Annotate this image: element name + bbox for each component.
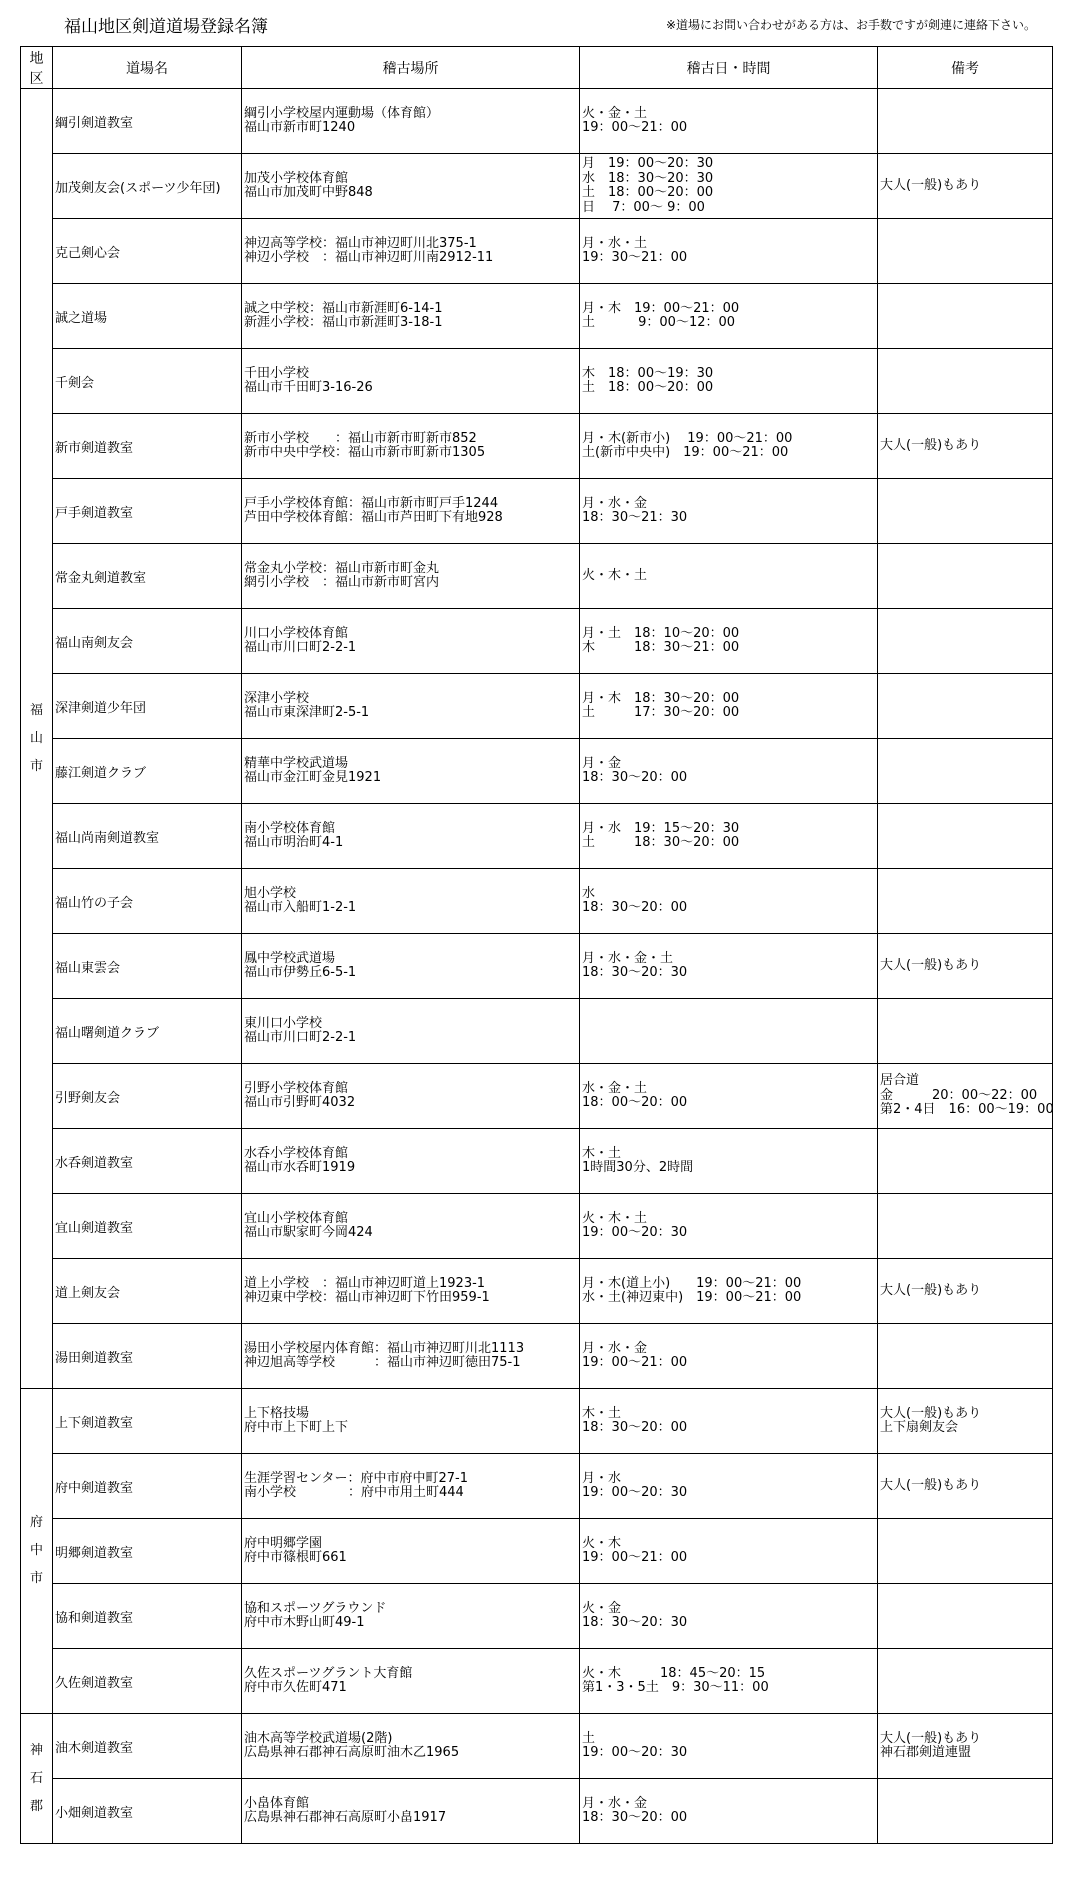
practice-place-cell (242, 1064, 580, 1129)
region-char: 山 (29, 730, 43, 746)
practice-place-cell (242, 1389, 580, 1454)
practice-place-cell (242, 804, 580, 869)
place-line: 神辺小学校 ：福山市神辺町川南2912-11 (244, 250, 494, 265)
place-line: 上下格技場 (244, 1405, 310, 1421)
schedule-line: 土 18：00～20：00 (582, 380, 714, 395)
practice-place-cell (242, 284, 580, 349)
schedule-line: 第1・3・5土 9：30～11：00 (582, 1680, 769, 1695)
region-name (23, 1737, 50, 1821)
contact-note: ※道場にお問い合わせがある方は、お手数ですが剣連に連絡下さい。 (665, 18, 1036, 32)
practice-place-cell (242, 1714, 580, 1779)
dojo-name-cell: 福山曙剣道クラブ (53, 999, 242, 1064)
remarks-cell (878, 1064, 1053, 1129)
place-line: 誠之中学校：福山市新涯町6-14-1 (244, 300, 443, 316)
remarks-cell (878, 544, 1053, 609)
schedule-line: 火・金 (582, 1600, 622, 1616)
place-line: 小畠体育館 (244, 1795, 310, 1811)
practice-schedule-cell (580, 1714, 878, 1779)
table-row (21, 1584, 1053, 1649)
schedule-line: 18：30～20：00 (582, 1420, 688, 1435)
schedule-line: 1時間30分、2時間 (582, 1160, 694, 1175)
dojo-name-cell: 誠之道場 (53, 284, 242, 349)
remarks-line: 第2・4日 16：00～19：00 (880, 1102, 1054, 1118)
place-line: 府中市上下町上下 (244, 1420, 349, 1435)
table-row (21, 414, 1053, 479)
schedule-line: 18：30～20：30 (582, 1615, 688, 1630)
dojo-name-cell: 綱引剣道教室 (53, 89, 242, 154)
practice-place-cell (242, 1194, 580, 1259)
schedule-line: 月 19：00～20：30 (582, 156, 714, 171)
place-line: 福山市水呑町1919 (244, 1160, 356, 1175)
schedule-line: 木 18：30～21：00 (582, 640, 740, 655)
table-row (21, 1324, 1053, 1389)
place-line: 網引小学校 ：福山市新市町宮内 (244, 575, 440, 590)
remarks-line: 神石郡剣道連盟 (880, 1745, 972, 1760)
schedule-line: 火・木・土 (582, 567, 648, 583)
dojo-name-cell: 久佐剣道教室 (53, 1649, 242, 1714)
practice-place-cell (242, 219, 580, 284)
dojo-name-cell: 福山尚南剣道教室 (53, 804, 242, 869)
practice-schedule-cell (580, 1779, 878, 1844)
dojo-name-cell: 新市剣道教室 (53, 414, 242, 479)
place-line: 綱引小学校屋内運動場（体育館） (244, 105, 440, 121)
schedule-line: 土 (582, 1730, 596, 1746)
table-row (21, 479, 1053, 544)
place-line: 東川口小学校 (244, 1015, 323, 1031)
place-line: 戸手小学校体育館：福山市新市町戸手1244 (244, 495, 499, 511)
practice-schedule-cell (580, 804, 878, 869)
practice-place-cell (242, 1779, 580, 1844)
place-line: 府中市久佐町471 (244, 1680, 347, 1695)
place-line: 福山市金江町金見1921 (244, 770, 382, 785)
header-dojo-name: 道場名 (53, 47, 242, 89)
schedule-line: 土 9：00～12：00 (582, 315, 736, 330)
dojo-name-cell: 小畑剣道教室 (53, 1779, 242, 1844)
table-row (21, 804, 1053, 869)
remarks-line: 大人(一般)もあり (880, 1282, 982, 1298)
table-row (21, 1519, 1053, 1584)
table-row (21, 1389, 1053, 1454)
remarks-cell (878, 479, 1053, 544)
place-line: 広島県神石郡神石高原町油木乙1965 (244, 1745, 460, 1760)
practice-schedule-cell (580, 1324, 878, 1389)
dojo-name-cell: 千剣会 (53, 349, 242, 414)
practice-schedule-cell (580, 869, 878, 934)
remarks-cell (878, 1259, 1053, 1324)
practice-schedule-cell (580, 154, 878, 219)
schedule-line: 火・木・土 (582, 1210, 648, 1226)
dojo-name-cell: 協和剣道教室 (53, 1584, 242, 1649)
schedule-line: 月・水・金 (582, 1340, 648, 1356)
region-char: 市 (29, 1571, 43, 1586)
schedule-line: 18：30～20：30 (582, 965, 688, 980)
table-row (21, 154, 1053, 219)
remarks-cell (878, 284, 1053, 349)
remarks-cell (878, 349, 1053, 414)
schedule-line: 18：30～21：30 (582, 510, 688, 525)
table-row (21, 1454, 1053, 1519)
remarks-cell (878, 1194, 1053, 1259)
table-row (21, 1649, 1053, 1714)
remarks-cell (878, 999, 1053, 1064)
schedule-line: 水・土(神辺東中) 19：00～21：00 (582, 1290, 802, 1305)
schedule-line: 火・木 (582, 1535, 622, 1551)
practice-schedule-cell (580, 479, 878, 544)
practice-schedule-cell (580, 349, 878, 414)
practice-schedule-cell (580, 609, 878, 674)
place-line: 新市小学校 ：福山市新市町新市852 (244, 430, 477, 446)
schedule-line: 木 18：00～19：30 (582, 365, 714, 381)
schedule-line: 19：00～21：00 (582, 120, 688, 135)
schedule-line: 19：00～20：30 (582, 1485, 688, 1500)
dojo-name-cell: 水呑剣道教室 (53, 1129, 242, 1194)
schedule-line: 19：00～20：30 (582, 1745, 688, 1760)
practice-schedule-cell (580, 1194, 878, 1259)
region-char: 中 (29, 1543, 43, 1558)
header-practice-schedule: 稽古日・時間 (580, 47, 878, 89)
place-line: 福山市伊勢丘6-5-1 (244, 965, 357, 980)
dojo-name-cell: 福山東雲会 (53, 934, 242, 999)
place-line: 福山市千田町3-16-26 (244, 380, 373, 395)
practice-place-cell (242, 154, 580, 219)
remarks-line: 大人(一般)もあり (880, 437, 982, 453)
practice-schedule-cell (580, 1519, 878, 1584)
schedule-line: 月・水・金 (582, 1795, 648, 1811)
schedule-line: 火・木 18：45～20：15 (582, 1665, 766, 1681)
place-line: 旭小学校 (244, 885, 297, 901)
header-remarks: 備考 (878, 47, 1053, 89)
table-row (21, 89, 1053, 154)
practice-schedule-cell (580, 284, 878, 349)
schedule-line: 水 18：30～20：30 (582, 170, 714, 186)
place-line: 精華中学校武道場 (244, 755, 349, 771)
remarks-line: 金 20：00～22：00 (880, 1087, 1038, 1103)
practice-schedule-cell (580, 674, 878, 739)
practice-schedule-cell (580, 1584, 878, 1649)
practice-place-cell (242, 1129, 580, 1194)
dojo-name-cell: 道上剣友会 (53, 1259, 242, 1324)
place-line: 川口小学校体育館 (244, 625, 349, 641)
place-line: 福山市明治町4-1 (244, 835, 344, 850)
place-line: 福山市川口町2-2-1 (244, 1030, 357, 1045)
table-row (21, 544, 1053, 609)
remarks-cell (878, 1584, 1053, 1649)
practice-schedule-cell (580, 1649, 878, 1714)
roster-body (21, 89, 1053, 1844)
table-row (21, 219, 1053, 284)
remarks-cell (878, 414, 1053, 479)
remarks-cell (878, 1649, 1053, 1714)
schedule-line: 18：30～20：00 (582, 770, 688, 785)
schedule-line: 月・木 19：00～21：00 (582, 300, 740, 316)
place-line: 神辺高等学校：福山市神辺町川北375-1 (244, 235, 477, 251)
remarks-cell (878, 154, 1053, 219)
region-cell (21, 1389, 53, 1714)
schedule-line: 18：00～20：00 (582, 1095, 688, 1110)
practice-place-cell (242, 999, 580, 1064)
schedule-line: 木・土 (582, 1145, 622, 1161)
place-line: 福山市川口町2-2-1 (244, 640, 357, 655)
remarks-cell (878, 1389, 1053, 1454)
remarks-line: 居合道 (880, 1073, 920, 1089)
practice-place-cell (242, 1584, 580, 1649)
schedule-line: 土 18：30～20：00 (582, 835, 740, 850)
region-char: 市 (29, 758, 43, 774)
region-cell (21, 1714, 53, 1844)
practice-place-cell (242, 739, 580, 804)
table-row (21, 284, 1053, 349)
schedule-line: 月・木(道上小) 19：00～21：00 (582, 1275, 802, 1291)
place-line: 福山市新市町1240 (244, 120, 356, 135)
region-name (23, 697, 50, 781)
remarks-cell (878, 609, 1053, 674)
place-line: 引野小学校体育館 (244, 1080, 349, 1096)
practice-schedule-cell (580, 414, 878, 479)
remarks-line: 大人(一般)もあり (880, 1477, 982, 1493)
schedule-line: 18：30～20：00 (582, 1810, 688, 1825)
practice-place-cell (242, 674, 580, 739)
place-line: 福山市東深津町2-5-1 (244, 705, 370, 720)
dojo-name-cell: 深津剣道少年団 (53, 674, 242, 739)
practice-schedule-cell (580, 739, 878, 804)
practice-schedule-cell (580, 89, 878, 154)
remarks-cell (878, 739, 1053, 804)
dojo-name-cell: 油木剣道教室 (53, 1714, 242, 1779)
schedule-line: 18：30～20：00 (582, 900, 688, 915)
remarks-cell (878, 1779, 1053, 1844)
practice-place-cell (242, 1649, 580, 1714)
place-line: 宜山小学校体育館 (244, 1210, 349, 1226)
place-line: 新市中央中学校：福山市新市町新市1305 (244, 445, 486, 460)
table-row (21, 1129, 1053, 1194)
practice-place-cell (242, 1519, 580, 1584)
remarks-cell (878, 1519, 1053, 1584)
schedule-line: 月・水 19：15～20：30 (582, 820, 740, 836)
dojo-name-cell: 福山南剣友会 (53, 609, 242, 674)
dojo-name-cell: 湯田剣道教室 (53, 1324, 242, 1389)
practice-place-cell (242, 89, 580, 154)
table-row (21, 1714, 1053, 1779)
place-line: 府中市木野山町49-1 (244, 1615, 365, 1630)
remarks-cell (878, 1454, 1053, 1519)
schedule-line: 19：00～20：30 (582, 1225, 688, 1240)
remarks-cell (878, 674, 1053, 739)
region-char: 福 (29, 702, 43, 718)
remarks-cell (878, 804, 1053, 869)
schedule-line: 土 18：00～20：00 (582, 185, 714, 200)
remarks-cell (878, 219, 1053, 284)
place-line: 府中明郷学園 (244, 1535, 323, 1551)
schedule-line: 土 17：30～20：00 (582, 705, 740, 720)
table-row (21, 674, 1053, 739)
place-line: 生涯学習センター：府中市府中町27-1 (244, 1470, 468, 1486)
practice-schedule-cell (580, 219, 878, 284)
table-row (21, 1064, 1053, 1129)
schedule-line: 月・金 (582, 755, 622, 771)
table-row (21, 1779, 1053, 1844)
header-row (21, 47, 1053, 89)
schedule-line: 月・水・土 (582, 235, 648, 251)
table-row (21, 739, 1053, 804)
schedule-line: 月・木(新市小) 19：00～21：00 (582, 430, 793, 446)
region-char: 石 (29, 1770, 43, 1786)
place-line: 水呑小学校体育館 (244, 1145, 349, 1161)
schedule-line: 木・土 (582, 1405, 622, 1421)
remarks-cell (878, 89, 1053, 154)
practice-place-cell (242, 1454, 580, 1519)
remarks-line: 上下扇剣友会 (880, 1420, 959, 1435)
practice-place-cell (242, 609, 580, 674)
schedule-line: 月・水・金・土 (582, 950, 674, 966)
place-line: 神辺旭高等学校 ：福山市神辺町徳田75-1 (244, 1355, 521, 1370)
practice-place-cell (242, 349, 580, 414)
practice-place-cell (242, 1259, 580, 1324)
remarks-line: 大人(一般)もあり (880, 957, 982, 973)
table-row (21, 1194, 1053, 1259)
practice-place-cell (242, 414, 580, 479)
place-line: 南小学校体育館 (244, 820, 336, 836)
dojo-name-cell: 福山竹の子会 (53, 869, 242, 934)
practice-place-cell (242, 934, 580, 999)
dojo-name-cell: 引野剣友会 (53, 1064, 242, 1129)
place-line: 府中市篠根町661 (244, 1550, 347, 1565)
dojo-name-cell: 府中剣道教室 (53, 1454, 242, 1519)
table-row (21, 999, 1053, 1064)
region-char: 神 (29, 1742, 43, 1758)
place-line: 湯田小学校屋内体育館：福山市神辺町川北1113 (244, 1340, 525, 1356)
place-line: 深津小学校 (244, 690, 310, 706)
remarks-cell (878, 869, 1053, 934)
dojo-name-cell: 明郷剣道教室 (53, 1519, 242, 1584)
schedule-line: 月・水 (582, 1470, 622, 1486)
region-cell (21, 89, 53, 1389)
dojo-name-cell: 藤江剣道クラブ (53, 739, 242, 804)
place-line: 千田小学校 (244, 365, 310, 381)
place-line: 鳳中学校武道場 (244, 950, 336, 966)
practice-schedule-cell (580, 934, 878, 999)
header-practice-place: 稽古場所 (242, 47, 580, 89)
remarks-cell (878, 1129, 1053, 1194)
practice-schedule-cell (580, 1259, 878, 1324)
place-line: 神辺東中学校：福山市神辺町下竹田959-1 (244, 1290, 490, 1305)
dojo-name-cell: 宜山剣道教室 (53, 1194, 242, 1259)
place-line: 協和スポーツグラウンド (244, 1600, 387, 1616)
practice-schedule-cell (580, 1064, 878, 1129)
remarks-cell (878, 1324, 1053, 1389)
schedule-line: 水 (582, 885, 596, 901)
remarks-cell (878, 934, 1053, 999)
place-line: 福山市入船町1-2-1 (244, 900, 357, 915)
header-region: 地区 (21, 47, 53, 89)
practice-place-cell (242, 479, 580, 544)
dojo-name-cell: 常金丸剣道教室 (53, 544, 242, 609)
practice-place-cell (242, 544, 580, 609)
schedule-line: 水・金・土 (582, 1080, 648, 1096)
schedule-line: 19：30～21：00 (582, 250, 688, 265)
schedule-line: 日 7：00～ 9：00 (582, 199, 705, 215)
place-line: 久佐スポーツグラント大育館 (244, 1665, 413, 1681)
remarks-line: 大人(一般)もあり (880, 177, 982, 193)
schedule-line: 月・水・金 (582, 495, 648, 511)
region-name (23, 1509, 50, 1593)
practice-place-cell (242, 869, 580, 934)
practice-schedule-cell (580, 1454, 878, 1519)
place-line: 油木高等学校武道場(2階) (244, 1730, 393, 1746)
remarks-line: 大人(一般)もあり (880, 1405, 982, 1421)
place-line: 広島県神石郡神石高原町小畠1917 (244, 1810, 447, 1825)
schedule-line: 月・土 18：10～20：00 (582, 625, 740, 641)
dojo-name-cell: 克己剣心会 (53, 219, 242, 284)
place-line: 道上小学校 ：福山市神辺町道上1923-1 (244, 1275, 486, 1291)
schedule-line: 月・木 18：30～20：00 (582, 690, 740, 706)
place-line: 福山市引野町4032 (244, 1095, 356, 1110)
place-line: 加茂小学校体育館 (244, 170, 349, 186)
practice-place-cell (242, 1324, 580, 1389)
table-row (21, 934, 1053, 999)
document-title: 福山地区剣道道場登録名簿 (64, 17, 268, 37)
region-char: 府 (29, 1515, 43, 1530)
practice-schedule-cell (580, 999, 878, 1064)
dojo-roster-table (20, 46, 1053, 1844)
place-line: 南小学校 ：府中市用土町444 (244, 1485, 464, 1500)
schedule-line: 19：00～21：00 (582, 1355, 688, 1370)
table-row (21, 869, 1053, 934)
place-line: 常金丸小学校：福山市新市町金丸 (244, 560, 440, 576)
place-line: 新涯小学校：福山市新涯町3-18-1 (244, 315, 443, 330)
place-line: 福山市加茂町中野848 (244, 185, 373, 200)
dojo-name-cell: 加茂剣友会(スポーツ少年団) (53, 154, 242, 219)
dojo-name-cell: 上下剣道教室 (53, 1389, 242, 1454)
schedule-line: 火・金・土 (582, 105, 648, 121)
place-line: 福山市駅家町今岡424 (244, 1225, 373, 1240)
practice-schedule-cell (580, 1129, 878, 1194)
schedule-line: 19：00～21：00 (582, 1550, 688, 1565)
remarks-line: 大人(一般)もあり (880, 1730, 982, 1746)
table-row (21, 1259, 1053, 1324)
dojo-name-cell: 戸手剣道教室 (53, 479, 242, 544)
table-row (21, 609, 1053, 674)
table-row (21, 349, 1053, 414)
practice-schedule-cell (580, 1389, 878, 1454)
place-line: 芦田中学校体育館：福山市芦田町下有地928 (244, 510, 503, 525)
practice-schedule-cell (580, 544, 878, 609)
region-char: 郡 (29, 1798, 43, 1814)
schedule-line: 土(新市中央中) 19：00～21：00 (582, 445, 789, 460)
remarks-cell (878, 1714, 1053, 1779)
